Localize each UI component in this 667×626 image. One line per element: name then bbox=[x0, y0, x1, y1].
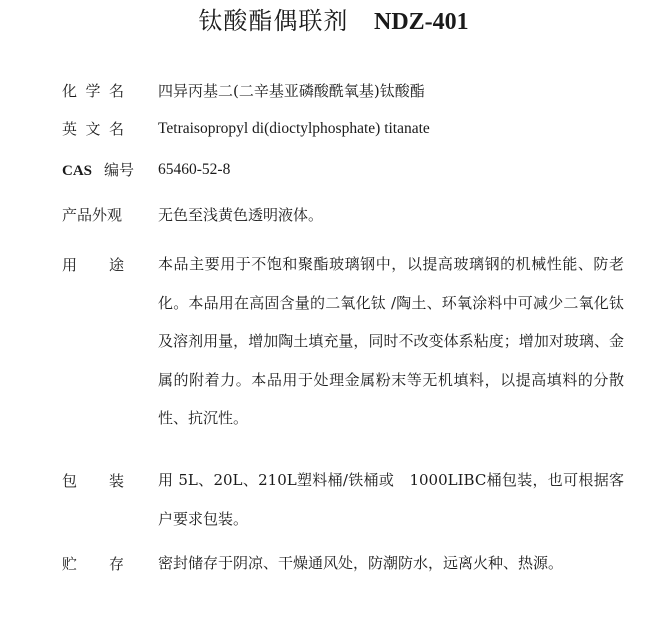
cas-value: 65460-52-8 bbox=[158, 161, 231, 178]
cas-label: CAS 编号 bbox=[62, 161, 135, 179]
packaging-value: 用 5L、20L、210L塑料桶/铁桶或 1000LIBC桶包装，也可根据客户要求包装。 bbox=[158, 471, 624, 528]
usage-label: 用 途 bbox=[62, 256, 124, 274]
document-title bbox=[0, 4, 667, 39]
appearance-value: 无色至浅黄色透明液体。 bbox=[158, 206, 324, 224]
chemical-name-value: 四异丙基二(二辛基亚磷酸酰氧基)钛酸酯 bbox=[158, 82, 425, 100]
english-name-label: 英 文 名 bbox=[62, 120, 124, 138]
packaging-label: 包 装 bbox=[62, 472, 124, 490]
usage-value: 本品主要用于不饱和聚酯玻璃钢中，以提高玻璃钢的机械性能、防老化。本品用在高固含量的二氧化钛 /陶土、环氧涂料中可减少二氧化钛及溶剂用量，增加陶土填充量，同时不改变体系粘度；增加对玻璃、金属的附着力。本品用于处理金属粉末等无机填料，以提高填料的分散性、抗沉性。 bbox=[158, 255, 624, 427]
storage-label: 贮 存 bbox=[62, 555, 124, 573]
title-chinese: 钛酸酯偶联剂 bbox=[198, 7, 349, 35]
english-name-value: Tetraisopropyl di(dioctylphosphate) titanate bbox=[158, 120, 430, 137]
appearance-label: 产品外观 bbox=[62, 206, 123, 224]
chemical-name-label: 化 学 名 bbox=[62, 82, 124, 100]
storage-value: 密封储存于阴凉、干燥通风处，防潮防水，远离火种、热源。 bbox=[158, 554, 564, 572]
title-product-code: NDZ-401 bbox=[373, 9, 469, 35]
